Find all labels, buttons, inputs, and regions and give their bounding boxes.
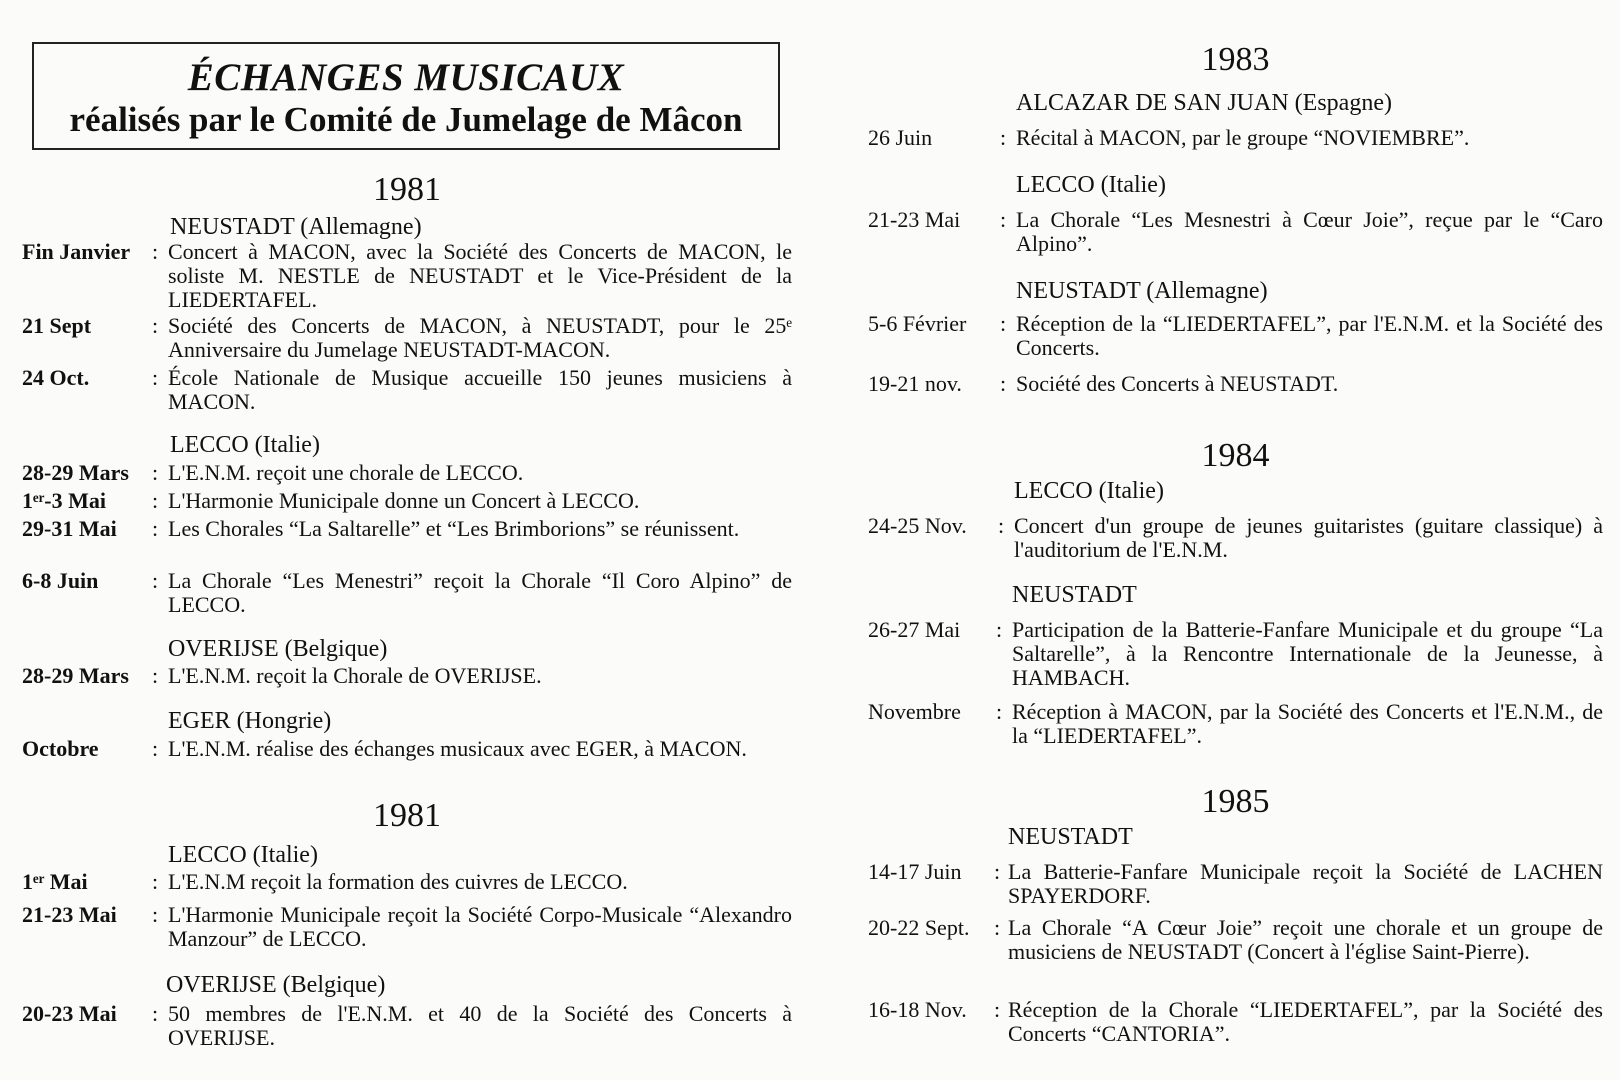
entry-date: 28-29 Mars [22, 460, 129, 485]
place-heading: OVERIJSE (Belgique) [166, 972, 386, 998]
year-heading: 1985 [1201, 783, 1270, 820]
entry-text: Les Chorales “La Saltarelle” et “Les Brimborions” se réunissent. [168, 516, 740, 541]
entry-date: 1ᵉʳ Mai [22, 869, 88, 894]
entry-date: 19-21 nov. [868, 371, 962, 396]
document-subtitle: réalisés par le Comité de Jumelage de Mâcon [69, 100, 743, 139]
entry-date: 20-23 Mai [22, 1001, 117, 1026]
entry-text: Société des Concerts de MACON, à NEUSTADT, pour le 25ᵉ Anniversaire du Jumelage NEUSTADT-MACON. [168, 313, 792, 362]
title-box [32, 42, 780, 150]
entry-date: 26-27 Mai [868, 617, 961, 642]
entry-text: Réception à MACON, par la Société des Concerts et l'E.N.M., de la “LIEDERTAFEL”. [1012, 699, 1603, 748]
place-heading: LECCO (Italie) [168, 842, 318, 868]
entry-date: 21 Sept [22, 313, 92, 338]
entry-date: 28-29 Mars [22, 663, 129, 688]
entry-date: 26 Juin [868, 125, 933, 150]
entry-text: Société des Concerts à NEUSTADT. [1016, 371, 1339, 396]
entry-text: La Chorale “A Cœur Joie” reçoit une chorale et un groupe de musiciens de NEUSTADT (Concert à l'église Saint-Pierre). [1008, 915, 1603, 964]
entry-text: Réception de la Chorale “LIEDERTAFEL”, par la Société des Concerts “CANTORIA”. [1008, 997, 1603, 1046]
entry-text: Récital à MACON, par le groupe “NOVIEMBRE”. [1016, 125, 1470, 150]
entry-text: École Nationale de Musique accueille 150 jeunes musiciens à MACON. [168, 365, 792, 414]
place-heading: EGER (Hongrie) [168, 708, 332, 734]
entry-date: 20-22 Sept. [868, 915, 970, 940]
place-heading: OVERIJSE (Belgique) [168, 636, 388, 662]
year-heading: 1984 [1201, 437, 1270, 474]
place-heading: ALCAZAR DE SAN JUAN (Espagne) [1016, 90, 1392, 116]
entry-date: 1ᵉʳ-3 Mai [22, 488, 106, 513]
entry-date: 24-25 Nov. [868, 513, 967, 538]
place-heading: LECCO (Italie) [170, 432, 320, 458]
place-heading: LECCO (Italie) [1016, 172, 1166, 198]
year-heading: 1983 [1201, 41, 1270, 78]
entry-text: Concert d'un groupe de jeunes guitaristes (guitare classique) à l'auditorium de l'E.N.M. [1014, 513, 1603, 562]
entry-date: 16-18 Nov. [868, 997, 967, 1022]
entry-date: 5-6 Février [868, 311, 967, 336]
entry-date: Novembre [868, 699, 961, 724]
document-title: ÉCHANGES MUSICAUX [187, 56, 625, 99]
entry-text: 50 membres de l'E.N.M. et 40 de la Société des Concerts à OVERIJSE. [168, 1001, 792, 1050]
entry-text: L'Harmonie Municipale donne un Concert à LECCO. [168, 488, 640, 513]
entry-date: 24 Oct. [22, 365, 90, 390]
entry-text: L'E.N.M. reçoit une chorale de LECCO. [168, 460, 524, 485]
entry-text: La Chorale “Les Menestri” reçoit la Chorale “Il Coro Alpino” de LECCO. [168, 568, 792, 617]
year-heading: 1981 [373, 171, 441, 208]
entry-date: 21-23 Mai [868, 207, 961, 232]
entry-text: Réception de la “LIEDERTAFEL”, par l'E.N.M. et la Société des Concerts. [1016, 311, 1603, 360]
place-heading: LECCO (Italie) [1014, 478, 1164, 504]
year-heading: 1981 [373, 797, 441, 834]
entry-date: 29-31 Mai [22, 516, 117, 541]
entry-text: L'Harmonie Municipale reçoit la Société Corpo-Musicale “Alexandro Manzour” de LECCO. [168, 902, 792, 951]
entry-date: 21-23 Mai [22, 902, 117, 927]
place-heading: NEUSTADT (Allemagne) [1016, 278, 1268, 304]
entry-date: 14-17 Juin [868, 859, 962, 884]
entry-text: Participation de la Batterie-Fanfare Municipale et du groupe “La Saltarelle”, à la Rencontre Internationale de la Jeunesse, à HAMBACH. [1012, 617, 1603, 690]
entry-text: L'E.N.M. reçoit la Chorale de OVERIJSE. [168, 663, 542, 688]
place-heading: NEUSTADT [1012, 582, 1137, 608]
entry-text: La Batterie-Fanfare Municipale reçoit la Société de LACHEN SPAYERDORF. [1008, 859, 1603, 908]
place-heading: NEUSTADT (Allemagne) [170, 214, 422, 240]
entry-text: L'E.N.M. réalise des échanges musicaux avec EGER, à MACON. [168, 736, 747, 761]
entry-text: L'E.N.M reçoit la formation des cuivres de LECCO. [168, 869, 628, 894]
entry-date: Octobre [22, 736, 99, 761]
entry-text: La Chorale “Les Mesnestri à Cœur Joie”, reçue par le “Caro Alpino”. [1016, 207, 1603, 256]
entry-date: Fin Janvier [22, 239, 131, 264]
place-heading: NEUSTADT [1008, 824, 1133, 850]
entry-date: 6-8 Juin [22, 568, 99, 593]
entry-text: Concert à MACON, avec la Société des Concerts de MACON, le soliste M. NESTLE de NEUSTADT et le Vice-Président de la LIEDERTAFEL. [168, 239, 792, 312]
